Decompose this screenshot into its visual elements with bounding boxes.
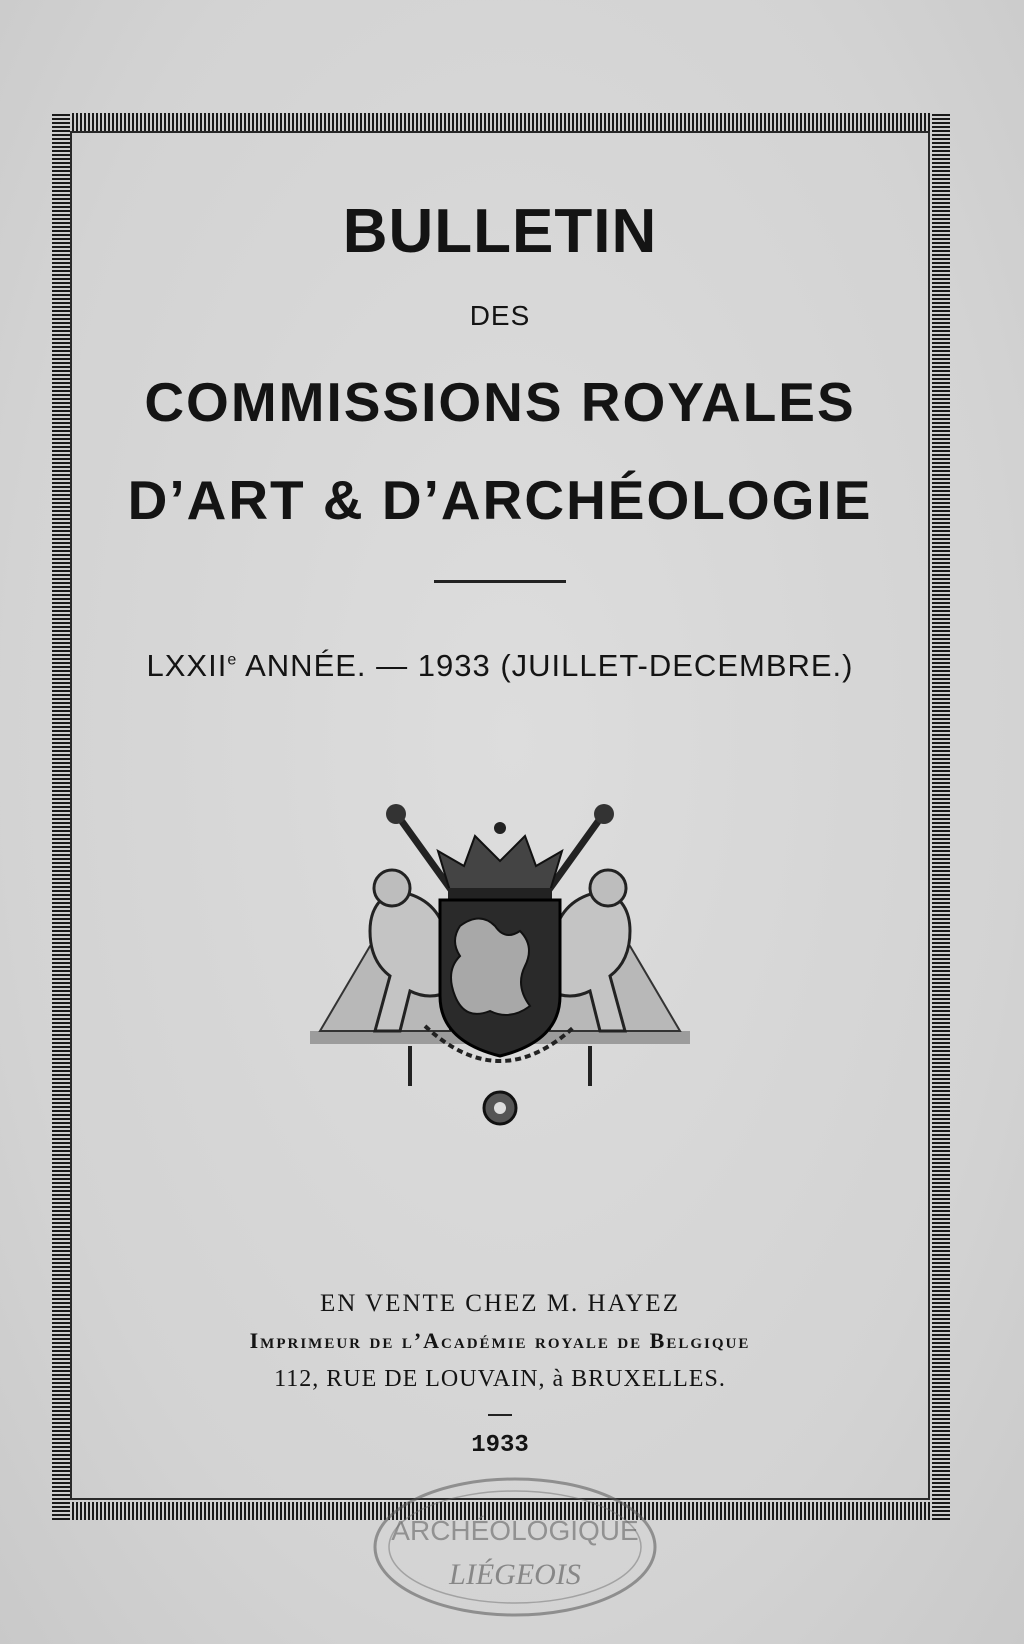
library-stamp [370, 1472, 660, 1622]
stamp-text-bottom: LIÉGEOIS [449, 1558, 581, 1591]
border-top [52, 113, 950, 131]
annee-line [70, 648, 930, 684]
separator-rule [434, 580, 566, 583]
border-left [52, 113, 70, 1520]
publication-year: 1933 [471, 1432, 529, 1459]
address-line: 112, RUE DE LOUVAIN, à BRUXELLES. [274, 1366, 726, 1392]
annee-superscript: e [227, 651, 238, 669]
art-archeologie-heading: D’ART & D’ARCHÉOLOGIE [127, 469, 873, 531]
publisher-line: EN VENTE CHEZ M. HAYEZ [320, 1290, 680, 1317]
annee-rest: ANNÉE. — 1933 (JUILLET-DECEMBRE.) [237, 648, 854, 683]
year-dash [488, 1414, 512, 1416]
stamp-text-top: ARCHÉOLOGIQUE [391, 1515, 639, 1546]
border-right [932, 113, 950, 1520]
bulletin-title: BULLETIN [342, 197, 658, 266]
annee-prefix: LXXII [146, 648, 228, 683]
commissions-royales-heading: COMMISSIONS ROYALES [144, 371, 856, 433]
des-text: DES [469, 300, 531, 331]
belgian-coat-of-arms-icon [300, 796, 700, 1156]
printer-line: Imprimeur de l’Académie royale de Belgique [249, 1328, 751, 1353]
